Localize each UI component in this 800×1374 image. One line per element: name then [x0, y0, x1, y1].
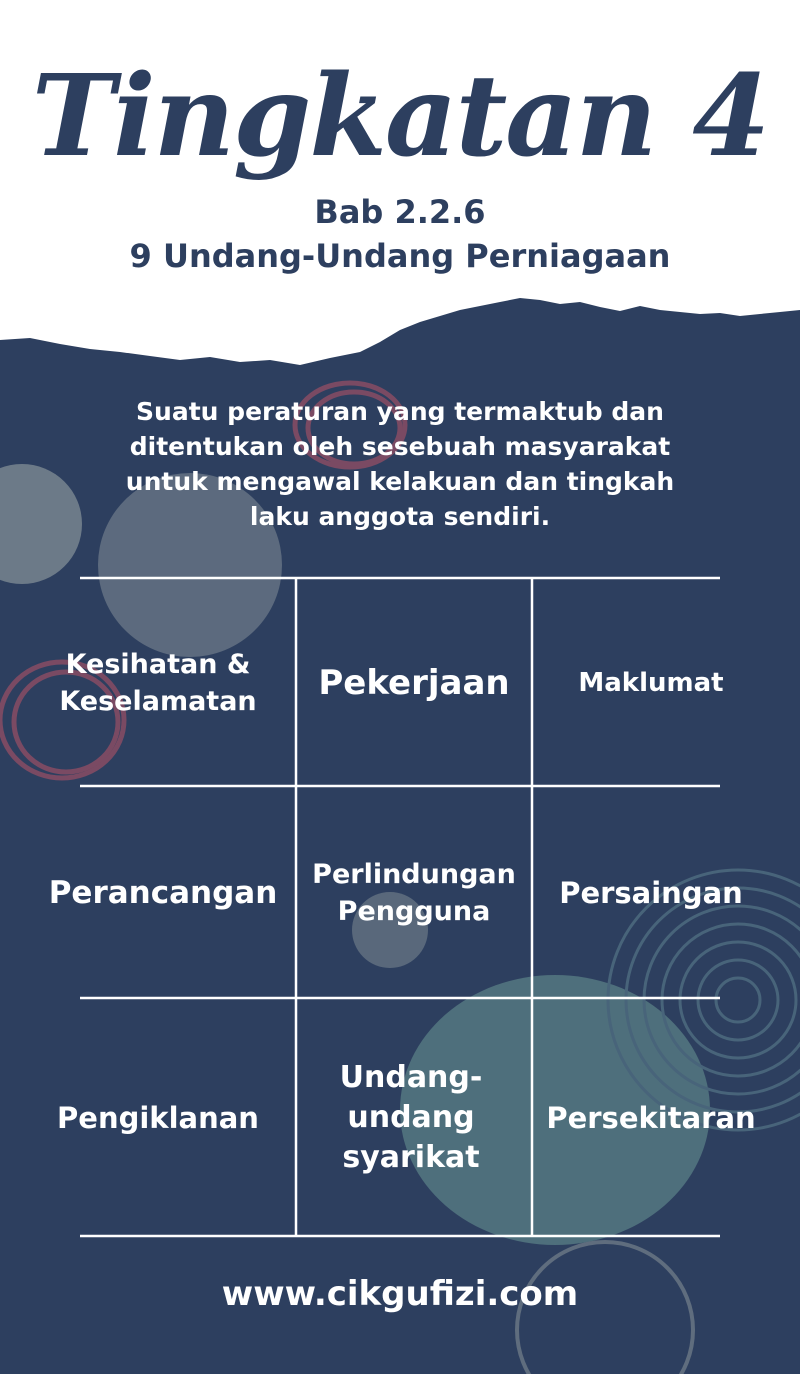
- grey-circle-small: [352, 892, 428, 968]
- law-label: Perlindungan Pengguna: [312, 859, 516, 927]
- topic-label: 9 Undang-Undang Perniagaan: [129, 237, 671, 275]
- chapter-label: Bab 2.2.6: [314, 193, 486, 231]
- law-label: Persekitaran: [546, 1101, 756, 1135]
- definition-text: Suatu peraturan yang termaktub dan ditentukan oleh sesebuah masyarakat untuk mengawal kelakuan dan tingkah laku anggota sendiri.: [125, 397, 675, 531]
- law-label: Undang-undang syarikat: [339, 1060, 483, 1175]
- law-label: Kesihatan & Keselamatan: [59, 649, 257, 717]
- website-link[interactable]: www.cikgufizi.com: [221, 1274, 579, 1314]
- law-label: Maklumat: [578, 668, 724, 698]
- law-label: Perancangan: [48, 875, 278, 911]
- law-label: Persaingan: [559, 876, 743, 910]
- law-label: Pengiklanan: [57, 1101, 259, 1135]
- page-title: Tingkatan 4: [31, 51, 769, 182]
- law-label: Pekerjaan: [318, 663, 510, 703]
